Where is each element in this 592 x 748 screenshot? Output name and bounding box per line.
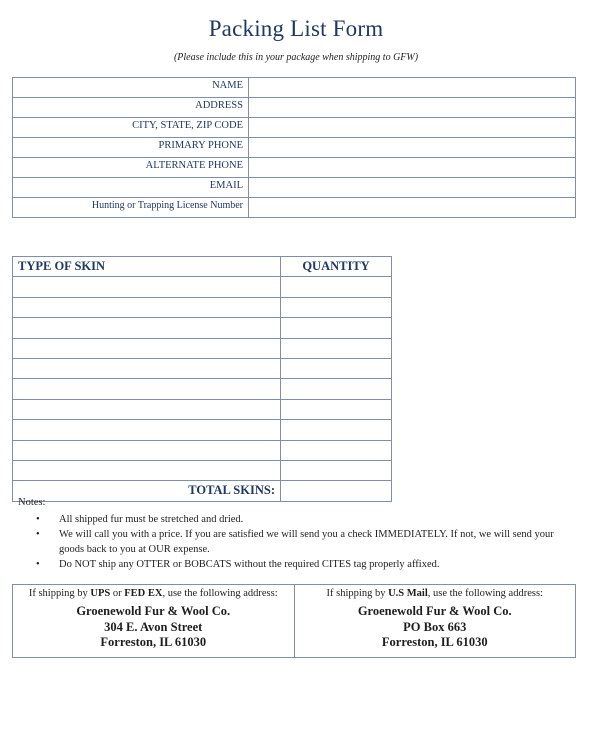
skins-table (12, 256, 392, 502)
ups-fedex-instruction: If shipping by UPS or FED EX, use the following address: (28, 588, 278, 599)
contact-field-value[interactable] (249, 178, 576, 198)
contact-row (13, 98, 576, 118)
total-skins-label: TOTAL SKINS: (13, 481, 281, 501)
notes-list (36, 512, 576, 572)
carrier-fedex: FED EX (124, 588, 163, 599)
bullet-icon: • (36, 529, 40, 540)
skin-row (13, 440, 392, 460)
skin-type-cell[interactable] (13, 318, 281, 338)
contact-field-label: NAME (13, 78, 249, 98)
skin-type-cell[interactable] (13, 277, 281, 297)
city-state-zip: Forreston, IL 61030 (381, 635, 488, 649)
contact-field-value[interactable] (249, 98, 576, 118)
skin-quantity-cell[interactable] (281, 440, 392, 460)
usmail-instruction: If shipping by U.S Mail, use the following address: (326, 588, 543, 599)
contact-field-label: ALTERNATE PHONE (13, 158, 249, 178)
contact-field-value[interactable] (249, 118, 576, 138)
skin-type-cell[interactable] (13, 358, 281, 378)
skin-quantity-cell[interactable] (281, 277, 392, 297)
skin-row (13, 379, 392, 399)
contact-field-value[interactable] (249, 138, 576, 158)
form-subtitle: (Please include this in your package when shipping to GFW) (173, 52, 419, 63)
street-address: 304 E. Avon Street (104, 619, 203, 634)
skin-type-cell[interactable] (13, 420, 281, 440)
skin-quantity-cell[interactable] (281, 318, 392, 338)
shipping-address-table (12, 584, 576, 658)
contact-row (13, 198, 576, 218)
skin-type-cell[interactable] (13, 379, 281, 399)
company-name: Groenewold Fur & Wool Co. (357, 604, 512, 618)
type-of-skin-header: TYPE OF SKIN (13, 257, 281, 277)
skin-quantity-cell[interactable] (281, 420, 392, 440)
bullet-icon: • (36, 514, 40, 525)
carrier-ups: UPS (90, 588, 111, 599)
note-item (36, 512, 576, 527)
note-item (36, 527, 576, 557)
note-item (36, 557, 576, 572)
note-text: We will call you with a price. If you are satisfied we will send you a check IMMEDIATELY. If not, we will send your goods back to you at OUR expense. (59, 529, 554, 555)
contact-field-value[interactable] (249, 78, 576, 98)
ups-fedex-address-cell (13, 585, 295, 658)
contact-field-label: EMAIL (13, 178, 249, 198)
total-skins-row (13, 481, 392, 501)
bullet-icon: • (36, 559, 40, 570)
skin-quantity-cell[interactable] (281, 399, 392, 419)
total-skins-value[interactable] (281, 481, 392, 501)
form-title: Packing List Form (208, 16, 384, 41)
company-name: Groenewold Fur & Wool Co. (76, 604, 231, 618)
contact-field-label: PRIMARY PHONE (13, 138, 249, 158)
skin-row (13, 318, 392, 338)
skin-quantity-cell[interactable] (281, 460, 392, 480)
skin-quantity-cell[interactable] (281, 338, 392, 358)
skin-type-cell[interactable] (13, 297, 281, 317)
contact-field-label: CITY, STATE, ZIP CODE (13, 118, 249, 138)
contact-info-table (12, 77, 576, 218)
note-text: Do NOT ship any OTTER or BOBCATS without the required CITES tag properly affixed. (59, 559, 440, 570)
skin-row (13, 277, 392, 297)
note-text: All shipped fur must be stretched and dried. (59, 514, 244, 525)
contact-field-label: Hunting or Trapping License Number (13, 198, 249, 218)
po-box: PO Box 663 (403, 619, 467, 634)
contact-row (13, 178, 576, 198)
contact-field-value[interactable] (249, 158, 576, 178)
skin-row (13, 358, 392, 378)
usmail-address-cell (294, 585, 576, 658)
quantity-header: QUANTITY (281, 257, 392, 277)
skin-quantity-cell[interactable] (281, 297, 392, 317)
contact-row (13, 158, 576, 178)
contact-field-value[interactable] (249, 198, 576, 218)
contact-row (13, 118, 576, 138)
skin-row (13, 399, 392, 419)
skin-type-cell[interactable] (13, 440, 281, 460)
contact-field-label: ADDRESS (13, 98, 249, 118)
carrier-usmail: U.S Mail (388, 588, 428, 599)
skin-row (13, 460, 392, 480)
skin-row (13, 297, 392, 317)
contact-row (13, 78, 576, 98)
skin-type-cell[interactable] (13, 399, 281, 419)
notes-label: Notes: (18, 497, 46, 508)
contact-row (13, 138, 576, 158)
skins-header-row (13, 257, 392, 277)
skin-quantity-cell[interactable] (281, 379, 392, 399)
skin-quantity-cell[interactable] (281, 358, 392, 378)
skin-type-cell[interactable] (13, 460, 281, 480)
skin-row (13, 420, 392, 440)
skin-type-cell[interactable] (13, 338, 281, 358)
city-state-zip: Forreston, IL 61030 (100, 635, 207, 649)
skin-row (13, 338, 392, 358)
